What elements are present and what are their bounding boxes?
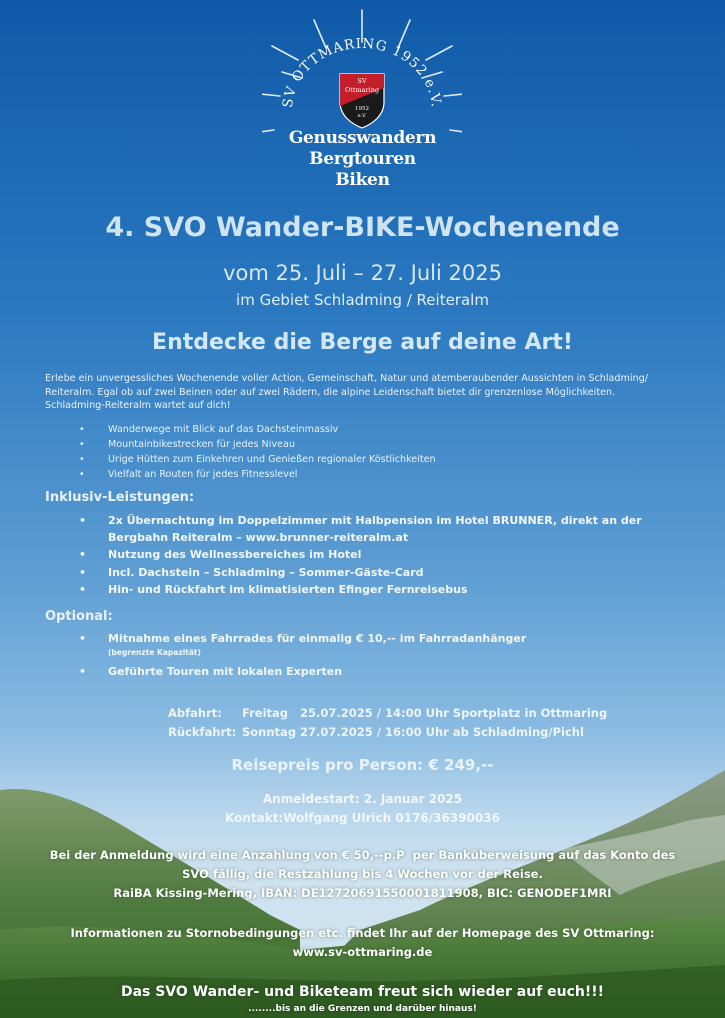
list-item: • Geführte Touren mit lokalen Experten xyxy=(108,663,668,680)
shield-text-name: Ottmaring xyxy=(344,86,380,94)
intro-line: Erlebe ein unvergessliches Wochenende voller Action, Gemeinschaft, Natur und atemberaubender Aussichten in Schladming/ xyxy=(45,373,648,384)
payment-line: RaiBA Kissing-Mering, IBAN: DE12720691550001811908, BIC: GENODEF1MRI xyxy=(113,886,612,900)
payment-note xyxy=(0,846,725,903)
optional-item1: Mitnahme eines Fahrrades für einmalig € 10,-- im Fahrradanhänger xyxy=(108,632,527,645)
inklusiv-heading: Inklusiv-Leistungen: xyxy=(45,490,195,505)
club-shield-icon xyxy=(340,74,384,128)
inklusiv-list xyxy=(108,512,668,598)
slogan-bergtouren: Bergtouren xyxy=(309,149,416,169)
optional-heading: Optional: xyxy=(45,609,113,624)
trip-schedule xyxy=(168,704,618,744)
list-item: • Vielfalt an Routen für jedes Fitnesslevel xyxy=(108,467,668,482)
slogan-biken: Biken xyxy=(335,170,390,190)
optional-item1-note: (begrenzte Kapazität) xyxy=(108,648,201,657)
payment-line: Bei der Anmeldung wird eine Anzahlung von € 50,--p.P per Banküberweisung auf das Konto des xyxy=(49,848,676,862)
registration-start: Anmeldestart: 2. Januar 2025 xyxy=(262,792,463,806)
highlights-list xyxy=(108,422,668,482)
inklusiv-item1-line2: Bergbahn Reiteralm – www.brunner-reiteralm.at xyxy=(108,531,409,545)
intro-line: Schladming-Reiteralm wartet auf dich! xyxy=(45,400,231,411)
intro-paragraph xyxy=(45,372,685,413)
slogan-genusswandern: Genusswandern xyxy=(288,128,437,148)
list-item xyxy=(108,512,668,546)
registration-info xyxy=(0,790,725,828)
shield-text-sv: SV xyxy=(357,77,367,85)
travel-price: Reisepreis pro Person: € 249,-- xyxy=(231,756,494,774)
list-item: • Hin- und Rückfahrt im klimatisierten Efinger Fernreisebus xyxy=(108,581,668,598)
event-region: im Gebiet Schladming / Reiteralm xyxy=(236,291,489,309)
return-label: Rückfahrt: xyxy=(168,725,237,739)
list-item: • Urige Hütten zum Einkehren und Genießen regionaler Köstlichkeiten xyxy=(108,452,668,467)
cancellation-info xyxy=(0,924,725,962)
info-line: Informationen zu Stornobedingungen etc. findet Ihr auf der Homepage des SV Ottmaring: xyxy=(70,926,655,940)
inklusiv-item1-line1: 2x Übernachtung im Doppelzimmer mit Halbpension im Hotel BRUNNER, direkt an der xyxy=(108,514,642,527)
depart-label: Abfahrt: xyxy=(168,706,222,720)
list-item: • Mountainbikestrecken für jedes Niveau xyxy=(108,437,668,452)
list-item: • Wanderwege mit Blick auf das Dachsteinmassiv xyxy=(108,422,668,437)
depart-value: Freitag 25.07.2025 / 14:00 Uhr Sportplatz in Ottmaring xyxy=(242,706,608,720)
optional-list xyxy=(108,630,668,680)
tagline: Entdecke die Berge auf deine Art! xyxy=(152,330,573,355)
list-item: • Incl. Dachstein – Schladming – Sommer-Gäste-Card xyxy=(108,564,668,581)
intro-line: Reiteralm. Egal ob auf zwei Beinen oder auf zwei Rädern, die alpine Leidenschaft bietet dir grenzenlose Möglichkeiten. xyxy=(45,386,616,398)
event-title: 4. SVO Wander-BIKE-Wochenende xyxy=(105,212,620,243)
shield-text-ev: e.V. xyxy=(357,113,367,119)
return-value: Sonntag 27.07.2025 / 16:00 Uhr ab Schladming/Pichl xyxy=(242,725,584,739)
payment-line: SVO fällig, die Restzahlung bis 4 Wochen vor der Reise. xyxy=(182,867,543,881)
logo-ring-text: SV OTTMARING 1952 e.V. xyxy=(279,35,444,109)
registration-contact: Kontakt:Wolfgang Ulrich 0176/36390036 xyxy=(225,811,500,825)
closing-subline: ........bis an die Grenzen und darüber hinaus! xyxy=(248,1004,477,1014)
closing-message: Das SVO Wander- und Biketeam freut sich wieder auf euch!!! xyxy=(120,984,605,1000)
event-dates: vom 25. Juli – 27. Juli 2025 xyxy=(223,261,502,285)
shield-text-year: 1952 xyxy=(355,106,369,112)
list-item: • Nutzung des Wellnessbereiches im Hotel xyxy=(108,546,668,563)
list-item xyxy=(108,630,668,659)
homepage-link[interactable]: www.sv-ottmaring.de xyxy=(292,945,433,959)
